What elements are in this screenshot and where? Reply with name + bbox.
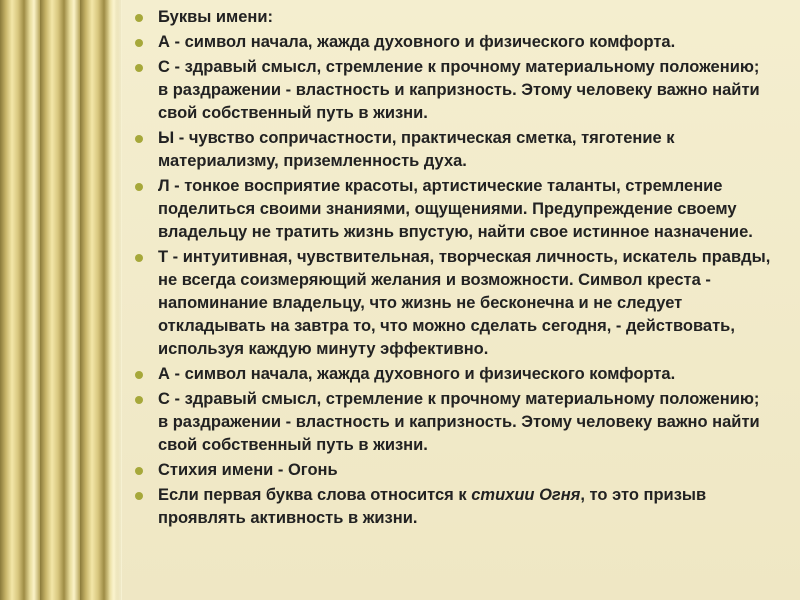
bullet-list [131, 6, 771, 532]
element-fire-emphasis: стихии Огня [471, 486, 581, 504]
list-item [131, 388, 771, 457]
list-item-text: Л - тонкое восприятие красоты, артистические таланты, стремление поделиться своими знаниями, ощущениями. Предупреждение своему владельцу не тратить жизнь впустую, найти свое истинное назначение. [158, 177, 753, 241]
list-item-text: С - здравый смысл, стремление к прочному материальному положению; в раздражении - властность и капризность. Этому человеку важно найти свой собственный путь в жизни. [158, 58, 760, 122]
list-item [131, 6, 771, 29]
list-item-text: Стихия имени - Огонь [158, 461, 338, 479]
bullet-icon [135, 135, 143, 143]
bullet-icon [135, 14, 143, 22]
bullet-icon [135, 467, 143, 475]
bullet-icon [135, 492, 143, 500]
list-item-text-before: Если первая буква слова относится к [158, 486, 472, 504]
bullet-icon [135, 64, 143, 72]
list-item-text: Т - интуитивная, чувствительная, творческая личность, искатель правды, не всегда соизмеряющий желания и возможности. Символ креста - напоминание владельцу, что жизнь не бесконечна и не следует откладывать на завтра то, что можно сделать сегодня, - действовать, используя каждую минуту эффективно. [158, 248, 771, 358]
bullet-icon [135, 371, 143, 379]
list-item-text: А - символ начала, жажда духовного и физического комфорта. [158, 365, 676, 383]
list-item-text: А - символ начала, жажда духовного и физического комфорта. [158, 33, 676, 51]
list-item [131, 459, 771, 482]
bullet-icon [135, 39, 143, 47]
list-item-text: Буквы имени: [158, 8, 274, 26]
list-item-text-after: , то это призыв проявлять активность в жизни. [158, 486, 707, 527]
list-item [131, 363, 771, 386]
list-item-text: С - здравый смысл, стремление к прочному материальному положению; в раздражении - властность и капризность. Этому человеку важно найти свой собственный путь в жизни. [158, 390, 760, 454]
list-item-text: Ы - чувство сопричастности, практическая сметка, тяготение к материализму, приземленность духа. [158, 129, 675, 170]
list-item-fire [131, 484, 771, 530]
list-item [131, 246, 771, 361]
bullet-icon [135, 396, 143, 404]
bullet-icon [135, 254, 143, 262]
list-item [131, 175, 771, 244]
bullet-icon [135, 183, 143, 191]
decorative-gold-border [0, 0, 122, 600]
list-item [131, 56, 771, 125]
list-item [131, 31, 771, 54]
list-item [131, 127, 771, 173]
